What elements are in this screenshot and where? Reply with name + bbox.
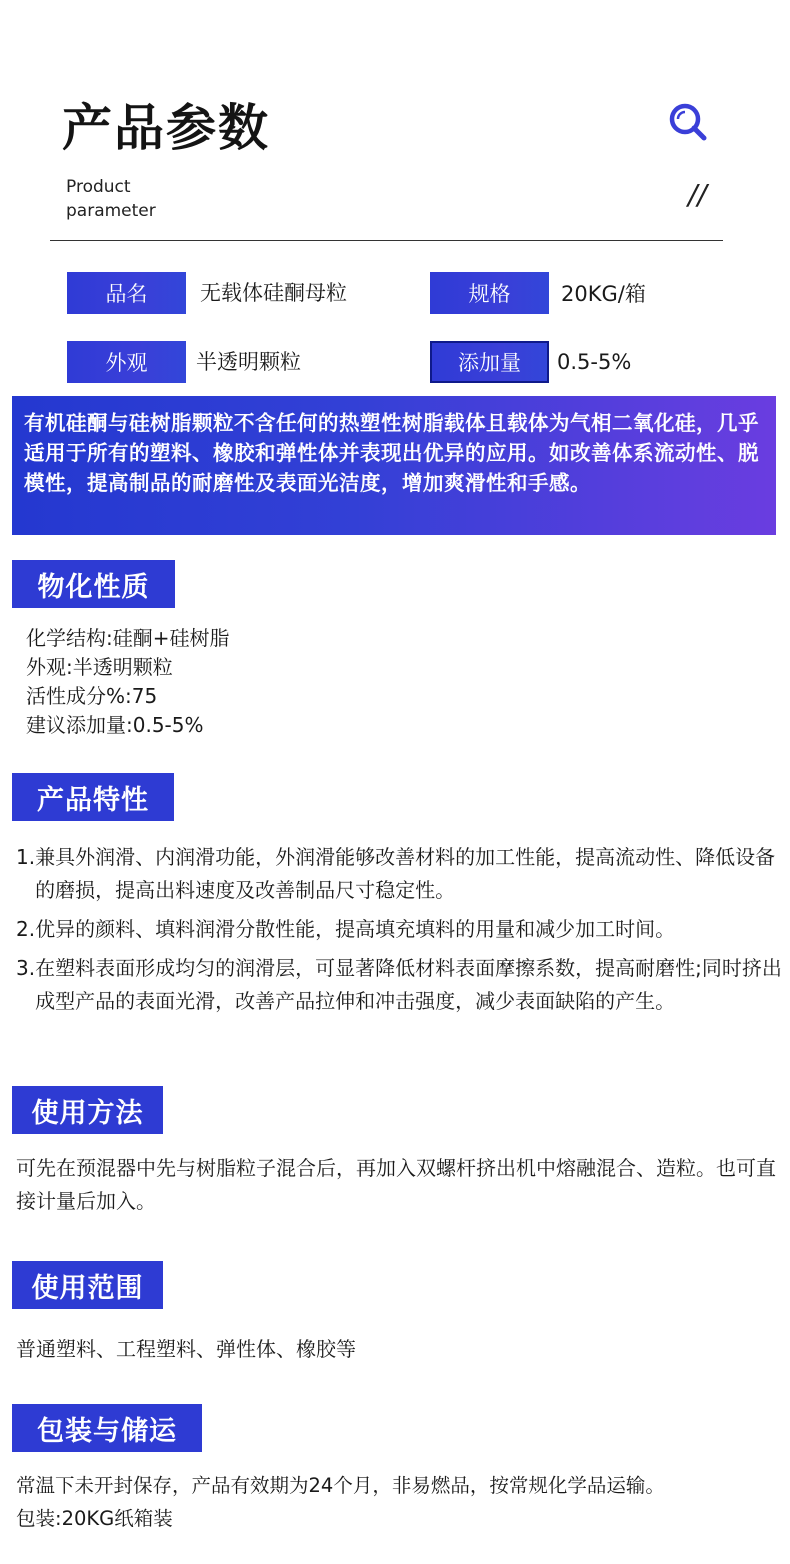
packaging-heading: 包装与储运 <box>12 1404 202 1452</box>
physchem-line: 建议添加量:0.5-5% <box>26 713 204 737</box>
packaging-text <box>16 1469 788 1535</box>
item-text: 在塑料表面形成均匀的润滑层，可显著降低材料表面摩擦系数，提高耐磨性;同时挤出成型产品的表面光滑，改善产品拉伸和冲击强度，减少表面缺陷的产生。 <box>35 956 782 1013</box>
item-number: 1. <box>16 845 36 869</box>
decorative-slashes: // <box>688 178 707 211</box>
header-divider <box>50 240 723 241</box>
subtitle-line-2: parameter <box>66 201 156 221</box>
intro-banner: 有机硅酮与硅树脂颗粒不含任何的热塑性树脂载体且载体为气相二氧化硅，几乎适用于所有的塑料、橡胶和弹性体并表现出优异的应用。如改善体系流动性、脱模性，提高制品的耐磨性及表面光洁度，增加爽滑性和手感。 <box>12 396 776 535</box>
name-value: 无载体硅酮母粒 <box>200 281 347 305</box>
appearance-value: 半透明颗粒 <box>196 350 301 374</box>
subtitle-line-1: Product <box>66 177 131 197</box>
physchem-line: 化学结构:硅酮+硅树脂 <box>26 626 230 650</box>
list-item <box>16 841 782 907</box>
features-list <box>16 841 782 1018</box>
physchem-line: 外观:半透明颗粒 <box>26 655 173 679</box>
scope-heading: 使用范围 <box>12 1261 163 1309</box>
list-item <box>16 952 782 1018</box>
packaging-line-2: 包装:20KG纸箱装 <box>16 1507 173 1530</box>
usage-text: 可先在预混器中先与树脂粒子混合后，再加入双螺杆挤出机中熔融混合、造粒。也可直接计量后加入。 <box>16 1156 776 1213</box>
usage-heading: 使用方法 <box>12 1086 163 1134</box>
dosage-value: 0.5-5% <box>557 350 632 374</box>
page-subtitle <box>66 175 156 223</box>
name-label: 品名 <box>67 272 186 314</box>
features-heading: 产品特性 <box>12 773 174 821</box>
scope-text: 普通塑料、工程塑料、弹性体、橡胶等 <box>16 1337 356 1361</box>
item-number: 3. <box>16 956 36 980</box>
dosage-label: 添加量 <box>430 341 549 383</box>
item-number: 2. <box>16 917 36 941</box>
list-item <box>16 913 782 946</box>
search-icon[interactable] <box>666 100 708 142</box>
physchem-line: 活性成分%:75 <box>26 684 158 708</box>
item-text: 兼具外润滑、内润滑功能，外润滑能够改善材料的加工性能，提高流动性、降低设备的磨损，提高出料速度及改善制品尺寸稳定性。 <box>35 845 776 902</box>
page-title: 产品参数 <box>62 99 270 157</box>
physchem-heading: 物化性质 <box>12 560 175 608</box>
spec-value: 20KG/箱 <box>561 282 646 306</box>
item-text: 优异的颜料、填料润滑分散性能，提高填充填料的用量和减少加工时间。 <box>35 917 676 941</box>
packaging-line-1: 常温下未开封保存，产品有效期为24个月，非易燃品，按常规化学品运输。 <box>16 1474 665 1497</box>
spec-label: 规格 <box>430 272 549 314</box>
physchem-list <box>26 624 230 740</box>
appearance-label: 外观 <box>67 341 186 383</box>
